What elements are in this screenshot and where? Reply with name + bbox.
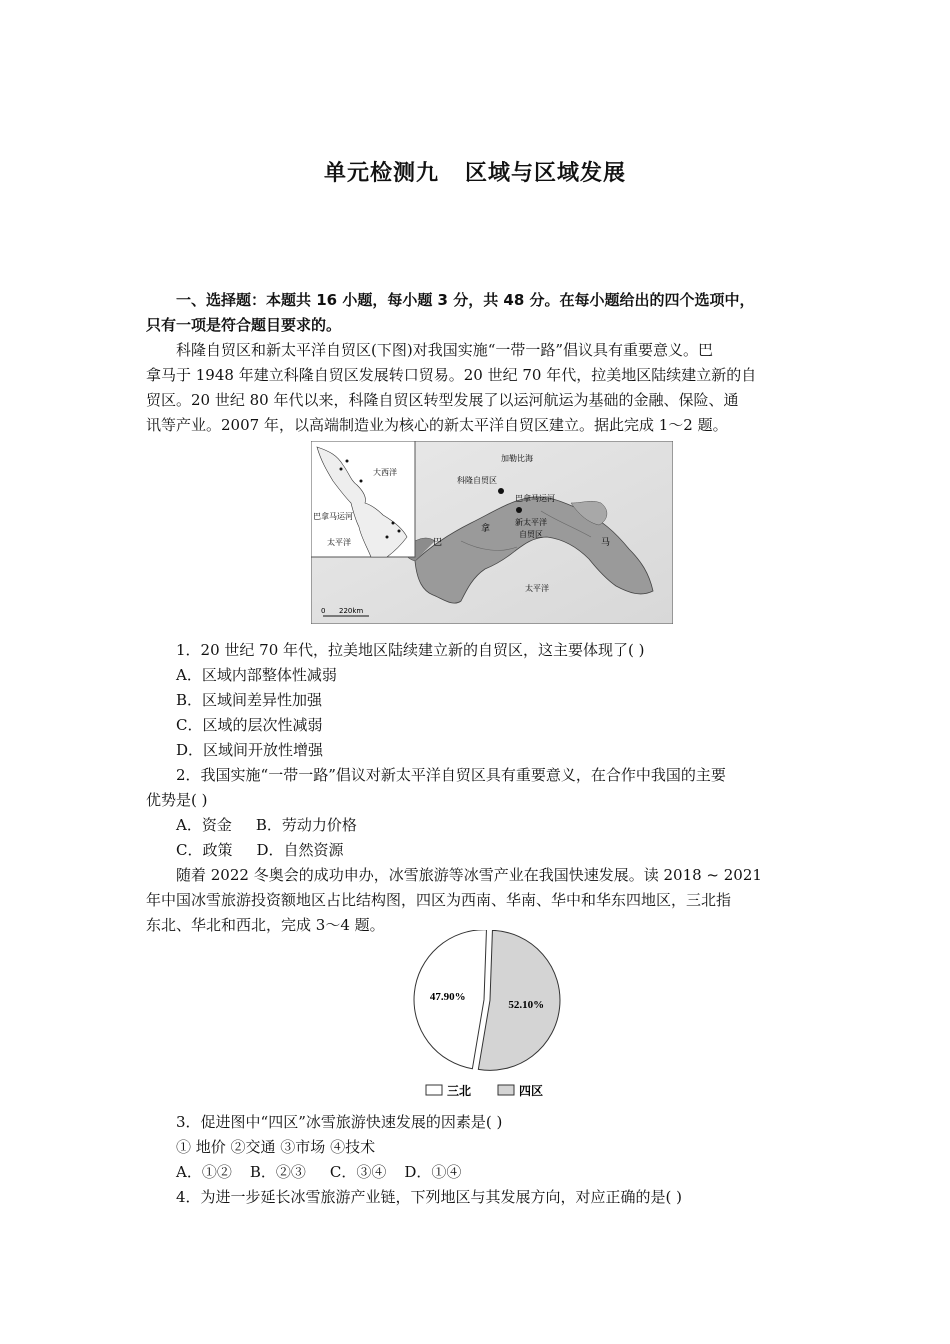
q2-options-ab (176, 815, 357, 835)
label-ma: 马 (601, 538, 611, 548)
label-inset-pacific: 太平洋 (327, 538, 351, 547)
scale-distance: 220km (339, 607, 364, 615)
q3-options (176, 1162, 461, 1182)
passage1-line: 科隆自贸区和新太平洋自贸区(下图)对我国实施“一带一路”倡议具有重要意义。巴 (176, 341, 714, 359)
q1-option-a: A．区域内部整体性减弱 (176, 666, 337, 684)
new-pacific-ftz-marker (516, 507, 522, 513)
passage2-line: 东北、华北和西北，完成 3～4 题。 (146, 916, 385, 934)
label-ba: 巴 (433, 538, 443, 548)
q2-stem-cont: 优势是( ) (146, 791, 208, 809)
label-canal: 巴拿马运河 (515, 494, 555, 503)
panama-map (311, 441, 673, 624)
q4-stem: 4．为进一步延长冰雪旅游产业链，下列地区与其发展方向，对应正确的是( ) (176, 1188, 683, 1206)
passage1-line: 讯等产业。2007 年，以高端制造业为核心的新太平洋自贸区建立。据此完成 1～2 题。 (146, 416, 728, 434)
pie-chart (410, 930, 570, 1105)
q3-option-b: B．②③ (249, 1163, 306, 1181)
passage2-line: 年中国冰雪旅游投资额地区占比结构图，四区为西南、华南、华中和华东四地区，三北指 (146, 891, 732, 909)
scale-zero: 0 (321, 607, 326, 615)
label-atlantic: 大西洋 (373, 468, 397, 477)
q1-option-d: D．区域间开放性增强 (176, 741, 324, 759)
legend-label: 四区 (519, 1084, 544, 1098)
label-new-pacific: 新太平洋 (515, 518, 547, 527)
label-inset-canal: 巴拿马运河 (313, 512, 353, 521)
legend-label: 三北 (447, 1084, 472, 1098)
q3-option-a: A．①② (176, 1163, 232, 1181)
legend-swatch (426, 1085, 442, 1095)
q3-items: ① 地价 ②交通 ③市场 ④技术 (176, 1138, 376, 1156)
q3-option-c: C．③④ (329, 1163, 387, 1181)
passage1-line: 拿马于 1948 年建立科隆自贸区发展转口贸易。20 世纪 70 年代，拉美地区陆续建立新的自 (146, 366, 757, 384)
legend-swatch (498, 1085, 514, 1095)
q1-stem: 1．20 世纪 70 年代，拉美地区陆续建立新的自贸区，这主要体现了( ) (176, 641, 645, 659)
q2-option-c: C．政策 (176, 841, 233, 859)
page-title: 单元检测九 区域与区域发展 (323, 161, 627, 186)
passage2-line: 随着 2022 冬奥会的成功申办，冰雪旅游等冰雪产业在我国快速发展。读 2018 ~ 2021 (176, 866, 762, 884)
colon-ftz-marker (498, 488, 504, 494)
pie-data-label: 47.90% (429, 991, 466, 1004)
label-colon-ftz: 科隆自贸区 (457, 476, 497, 485)
section-header-cont: 只有一项是符合题目要求的。 (146, 316, 342, 334)
q2-stem: 2．我国实施“一带一路”倡议对新太平洋自贸区具有重要意义，在合作中我国的主要 (176, 766, 726, 784)
passage1-line: 贸区。20 世纪 80 年代以来，科隆自贸区转型发展了以运河航运为基础的金融、保险、通 (146, 391, 739, 409)
q2-option-b: B．劳动力价格 (255, 816, 357, 834)
q2-options-cd (176, 840, 344, 860)
q3-option-d: D．①④ (404, 1163, 462, 1181)
q1-option-b: B．区域间差异性加强 (176, 691, 323, 709)
section-header: 一、选择题：本题共 16 小题，每小题 3 分，共 48 分。在每小题给出的四个选项中， (176, 291, 755, 309)
pie-data-label: 52.10% (508, 998, 545, 1011)
label-pacific: 太平洋 (525, 584, 549, 593)
q2-option-a: A．资金 (176, 816, 232, 834)
q1-option-c: C．区域的层次性减弱 (176, 716, 323, 734)
q3-stem: 3．促进图中“四区”冰雪旅游快速发展的因素是( ) (176, 1113, 503, 1131)
label-na: 拿 (481, 524, 491, 534)
label-new-pacific-ftz: 自贸区 (519, 530, 543, 539)
label-caribbean: 加勒比海 (501, 454, 533, 463)
q2-option-d: D．自然资源 (256, 841, 344, 859)
